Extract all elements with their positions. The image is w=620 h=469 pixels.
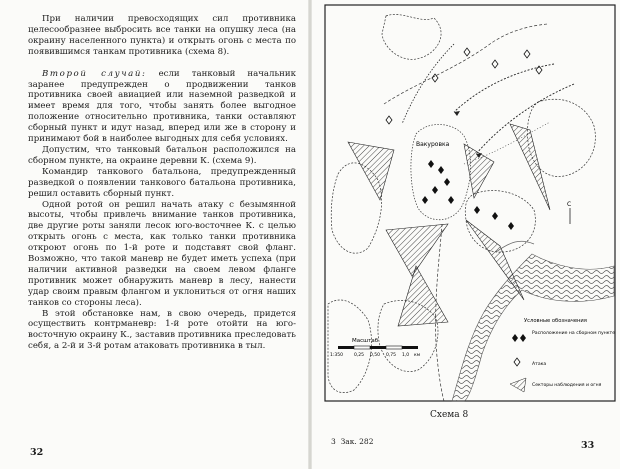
legend-item-2: Атака: [532, 362, 547, 367]
road-north: [384, 24, 548, 104]
map-caption: Схема 8: [430, 410, 469, 420]
legend-item-1: Расположение на сборном пункте: [532, 331, 616, 336]
scale-bar: [338, 346, 418, 349]
scale-tick-5: км: [414, 353, 421, 358]
scheme-8-map: [324, 4, 616, 402]
sector-east: [510, 124, 550, 210]
sector-southeast: [466, 220, 524, 300]
signature-text: Зак. 282: [340, 437, 374, 446]
village-label: Вакуровка: [416, 141, 450, 148]
scale-title: Масштаб: [352, 338, 379, 344]
signature-mark: [331, 437, 373, 446]
scale-tick-3: 0,75: [386, 353, 397, 358]
second-case-label: Второй случай:: [42, 68, 147, 79]
left-page-number: 32: [30, 447, 44, 458]
scale-tick-2: 0,50: [370, 353, 381, 358]
paragraph-3: Допустим, что танковый батальон расположился на сборном пункте, на окраине деревни К. (схема 9).: [28, 144, 296, 166]
paragraph-1: При наличии превосходящих сил противника целесообразнее выбросить все танки на опушку леса (на окраину населенного пункта) и открыть огонь с места по появившимся танкам противника (схема 8).: [28, 14, 296, 57]
legend-title: Условные обозначения: [524, 318, 587, 324]
scale-tick-1: 0,25: [354, 353, 365, 358]
sector-center: [464, 144, 494, 198]
paragraph-2-text: если танковый начальник заранее предупрежден о продвижении танков противника своей авиацией или наземной разведкой и имеет время для того, чтобы занять более выгодное положение относительно противника, танки оставляют сборный пункт и идут назад, вперед или же в сторону и принимают бой в наиболее выгодных для себя условиях.: [28, 68, 296, 145]
north-label: С: [567, 201, 572, 208]
left-page: [28, 14, 296, 464]
forest-north: [382, 14, 441, 59]
scale-prefix: 1:350: [330, 353, 343, 358]
map-legend: [510, 318, 615, 392]
signature-number: 3: [331, 437, 336, 446]
attack-arrow-1: [454, 64, 554, 112]
paragraph-5: Одной ротой он решил начать атаку с безымянной высоты, чтобы привлечь внимание танков противника, две другие роты заняли лесок юго-восточнее К. с целью открыть огонь с места, как только танки противника откроют огонь по 1-й роте и подставят свой фланг. Возможно, что такой маневр не будет иметь успеха (при наличии активной разведки на своем левом фланге противник может обнаружить маневр в лесу, нанести удар своим правым флангом и уклониться от огня наших танков со стороны леса).: [28, 199, 296, 308]
map-svg: [324, 4, 616, 402]
scale-tick-4: 1,0: [402, 353, 410, 358]
paragraph-2: [28, 69, 296, 145]
legend-item-3: Секторы наблюдения и огня: [532, 383, 602, 388]
paragraph-4: Командир танкового батальона, предупрежденный разведкой о появлении танкового батальона противника, решил оставить сборный пункт.: [28, 166, 296, 199]
right-page-number: 33: [581, 440, 595, 451]
river: [452, 254, 614, 401]
book-spine: [308, 0, 312, 469]
sector-west: [348, 142, 394, 200]
sector-south: [398, 266, 448, 326]
forest-center: [465, 191, 535, 253]
paragraph-6: В этой обстановке нам, в свою очередь, придется осуществить контрманевр: 1-й роте отойти на юго-восточную окраину К., заставив противника преследовать себя, а 2-й и 3-й ротам атаковать противника в тыл.: [28, 308, 296, 352]
attack-arrow-3: [402, 44, 454, 124]
